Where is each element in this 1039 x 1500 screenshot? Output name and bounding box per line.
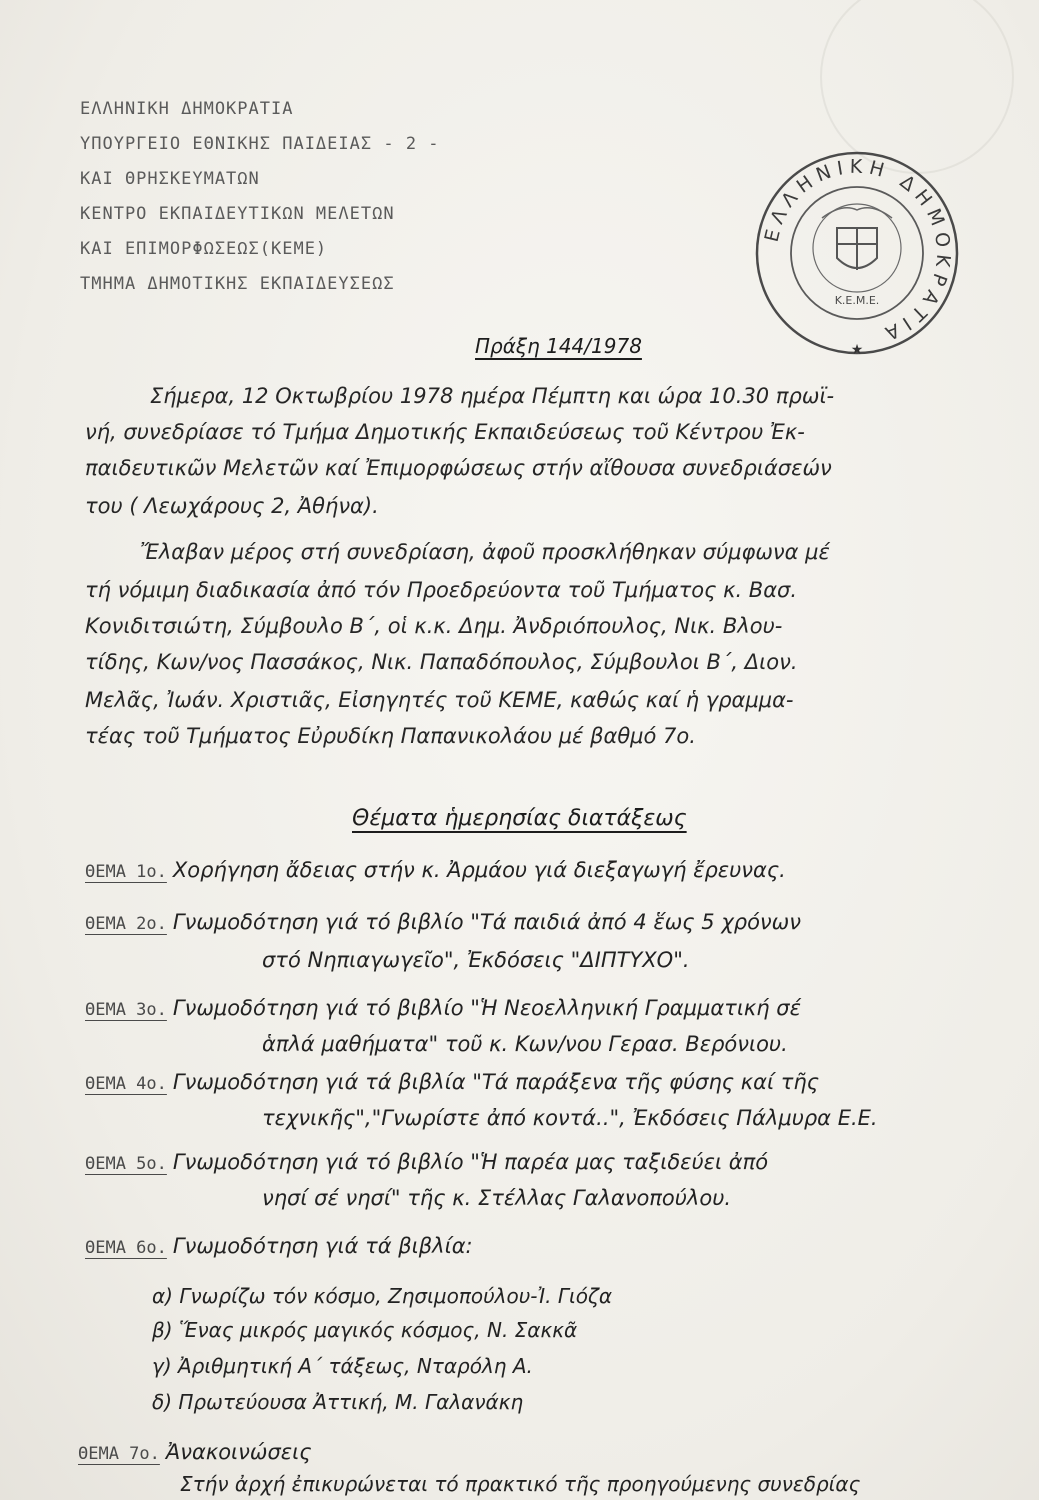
intro-line: του ( Λεωχάρους 2, Ἀθήνα).	[85, 494, 379, 518]
agenda-item-text: Γνωμοδότηση γιά τό βιβλίο "Τά παιδιά ἀπό 4 ἕως 5 χρόνων	[172, 910, 801, 934]
agenda-item-label: ΘΕΜΑ 3ο.	[85, 1000, 167, 1020]
agenda-item-text: Γνωμοδότηση γιά τό βιβλίο "Ἡ παρέα μας ταξιδεύει ἀπό	[172, 1150, 769, 1174]
page-number: - 2 -	[383, 134, 440, 154]
intro-line: Μελᾶς, Ἰωάν. Χριστιᾶς, Εἰσηγητές τοῦ ΚΕΜΕ, καθώς καί ἡ γραμμα-	[85, 688, 794, 712]
intro-line: Κονιδιτσιώτη, Σύμβουλο Β΄, οἱ κ.κ. Δημ. Ἀνδριόπουλος, Νικ. Βλου-	[85, 614, 783, 638]
agenda-item-continuation: στό Νηπιαγωγεῖο", Ἐκδόσεις "ΔΙΠΤΥΧΟ".	[262, 948, 690, 972]
agenda-item-continuation: νησί σέ νησί" τῆς κ. Στέλλας Γαλανοπούλου.	[262, 1186, 732, 1210]
agenda-item	[85, 996, 801, 1020]
agenda-item-label: ΘΕΜΑ 1ο.	[85, 862, 167, 882]
book-list-item: β) Ἕνας μικρός μαγικός κόσμος, Ν. Σακκᾶ	[152, 1318, 578, 1342]
intro-line: παιδευτικῶν Μελετῶν καί Ἐπιμορφώσεως στήν αἴθουσα συνεδριάσεών	[85, 456, 832, 480]
agenda-item-label: ΘΕΜΑ 6ο.	[85, 1238, 167, 1258]
minutes-title: Πράξη 144/1978	[475, 334, 642, 358]
agenda-item-text: Γνωμοδότηση γιά τά βιβλία:	[172, 1234, 473, 1258]
official-seal-stamp	[752, 148, 962, 358]
book-list-item: δ) Πρωτεύουσα Ἀττική, Μ. Γαλανάκη	[152, 1390, 524, 1414]
letterhead-line: ΕΛΛΗΝΙΚΗ ΔΗΜΟΚΡΑΤΙΑ	[80, 99, 294, 119]
letterhead-line: ΥΠΟΥΡΓΕΙΟ ΕΘΝΙΚΗΣ ΠΑΙΔΕΙΑΣ - 2 -	[80, 134, 440, 154]
closing-line: Στήν ἀρχή ἐπικυρώνεται τό πρακτικό τῆς προηγούμενης συνεδρίας	[180, 1472, 861, 1496]
agenda-item-text: Ἀνακοινώσεις	[165, 1440, 312, 1464]
letterhead-line: ΚΑΙ ΕΠΙΜΟΡΦΩΣΕΩΣ(ΚΕΜΕ)	[80, 239, 328, 259]
letterhead-line: ΤΜΗΜΑ ΔΗΜΟΤΙΚΗΣ ΕΚΠΑΙΔΕΥΣΕΩΣ	[80, 274, 395, 294]
book-list-item: γ) Ἀριθμητική Α΄ τάξεως, Νταρόλη Α.	[152, 1354, 533, 1378]
agenda-item-label: ΘΕΜΑ 7ο.	[78, 1444, 160, 1464]
intro-line: τή νόμιμη διαδικασία ἀπό τόν Προεδρεύοντα τοῦ Τμήματος κ. Βασ.	[85, 578, 798, 602]
agenda-item-text: Γνωμοδότηση γιά τά βιβλία "Τά παράξενα τῆς φύσης καί τῆς	[172, 1070, 820, 1094]
agenda-item-label: ΘΕΜΑ 4ο.	[85, 1074, 167, 1094]
intro-line: τέας τοῦ Τμήματος Εὐρυδίκη Παπανικολάου μέ βαθμό 7ο.	[85, 724, 696, 748]
agenda-item	[85, 1234, 473, 1258]
book-list-item: α) Γνωρίζω τόν κόσμο, Ζησιμοπούλου-Ἰ. Γιόζα	[152, 1284, 613, 1308]
agenda-item-continuation: τεχνικῆς","Γνωρίστε ἀπό κοντά..", Ἐκδόσεις Πάλμυρα Ε.Ε.	[262, 1106, 878, 1130]
letterhead	[80, 92, 440, 302]
stamp-bottom-text: Κ.Ε.Μ.Ε.	[834, 294, 880, 307]
intro-line: Σήμερα, 12 Οκτωβρίου 1978 ημέρα Πέμπτη και ώρα 10.30 πρωϊ-	[150, 384, 835, 408]
intro-line: νή, συνεδρίασε τό Τμήμα Δημοτικής Εκπαιδεύσεως τοῦ Κέντρου Ἐκ-	[85, 420, 805, 444]
agenda-item-continuation: ἁπλά μαθήματα" τοῦ κ. Κων/νου Γερασ. Βερόνιου.	[262, 1032, 788, 1056]
agenda-item-text: Χορήγηση ἄδειας στήν κ. Ἀρμάου γιά διεξαγωγή ἔρευνας.	[172, 858, 786, 882]
intro-line: Ἔλαβαν μέρος στή συνεδρίαση, ἀφοῦ προσκλήθηκαν σύμφωνα μέ	[140, 540, 830, 564]
agenda-item	[85, 858, 786, 882]
letterhead-line: ΚΑΙ ΘΡΗΣΚΕΥΜΑΤΩΝ	[80, 169, 260, 189]
letterhead-line: ΚΕΝΤΡΟ ΕΚΠΑΙΔΕΥΤΙΚΩΝ ΜΕΛΕΤΩΝ	[80, 204, 395, 224]
agenda-item-label: ΘΕΜΑ 5ο.	[85, 1154, 167, 1174]
star-icon: ★	[850, 342, 864, 358]
stamp-ring-text: ΕΛΛΗΝΙΚΗ ΔΗΜΟΚΡΑΤΙΑ	[760, 155, 955, 347]
agenda-item	[85, 1150, 768, 1174]
agenda-item	[85, 1070, 819, 1094]
agenda-item	[78, 1440, 312, 1464]
intro-line: τίδης, Κων/νος Πασσάκος, Νικ. Παπαδόπουλος, Σύμβουλοι Β΄, Διον.	[85, 650, 798, 674]
agenda-item	[85, 910, 801, 934]
agenda-title: Θέματα ἡμερησίας διατάξεως	[352, 806, 687, 831]
agenda-item-text: Γνωμοδότηση γιά τό βιβλίο "Ἡ Νεοελληνική Γραμματική σέ	[172, 996, 801, 1020]
agenda-item-label: ΘΕΜΑ 2ο.	[85, 914, 167, 934]
